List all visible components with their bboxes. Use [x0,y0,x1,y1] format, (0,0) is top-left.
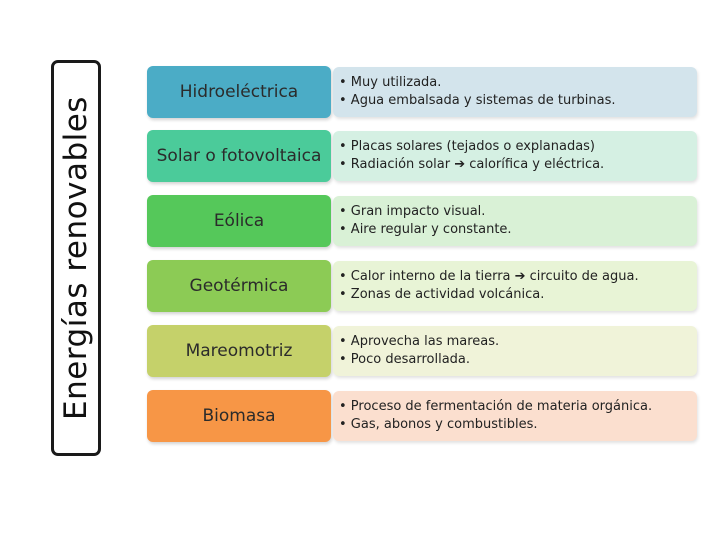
energy-label: Geotérmica [147,260,331,312]
description-line: • Poco desarrollada. [339,352,471,367]
energy-label: Biomasa [147,390,331,442]
description-line: • Calor interno de la tierra ➔ circuito de agua. [339,269,639,284]
energy-description [333,261,697,311]
energy-label: Eólica [147,195,331,247]
energy-label: Hidroeléctrica [147,66,331,118]
description-line: • Zonas de actividad volcánica. [339,287,545,302]
energy-row [147,260,697,312]
description-line: • Gran impacto visual. [339,204,486,219]
energy-label: Mareomotriz [147,325,331,377]
description-line: • Placas solares (tejados o explanadas) [339,139,596,154]
description-line: • Agua embalsada y sistemas de turbinas. [339,93,616,108]
energy-description [333,196,697,246]
energy-description [333,67,697,117]
description-line: • Gas, abonos y combustibles. [339,417,538,432]
energy-row [147,325,697,377]
energy-label: Solar o fotovoltaica [147,130,331,182]
energy-row [147,130,697,182]
energy-row [147,66,697,118]
description-line: • Proceso de fermentación de materia orgánica. [339,399,653,414]
diagram-title: Energías renovables [58,96,94,420]
description-line: • Muy utilizada. [339,75,442,90]
description-line: • Radiación solar ➔ calorífica y eléctrica. [339,157,605,172]
energy-description [333,326,697,376]
description-line: • Aprovecha las mareas. [339,334,500,349]
energy-row [147,390,697,442]
energy-description [333,391,697,441]
energy-description [333,131,697,181]
description-line: • Aire regular y constante. [339,222,512,237]
energy-row [147,195,697,247]
